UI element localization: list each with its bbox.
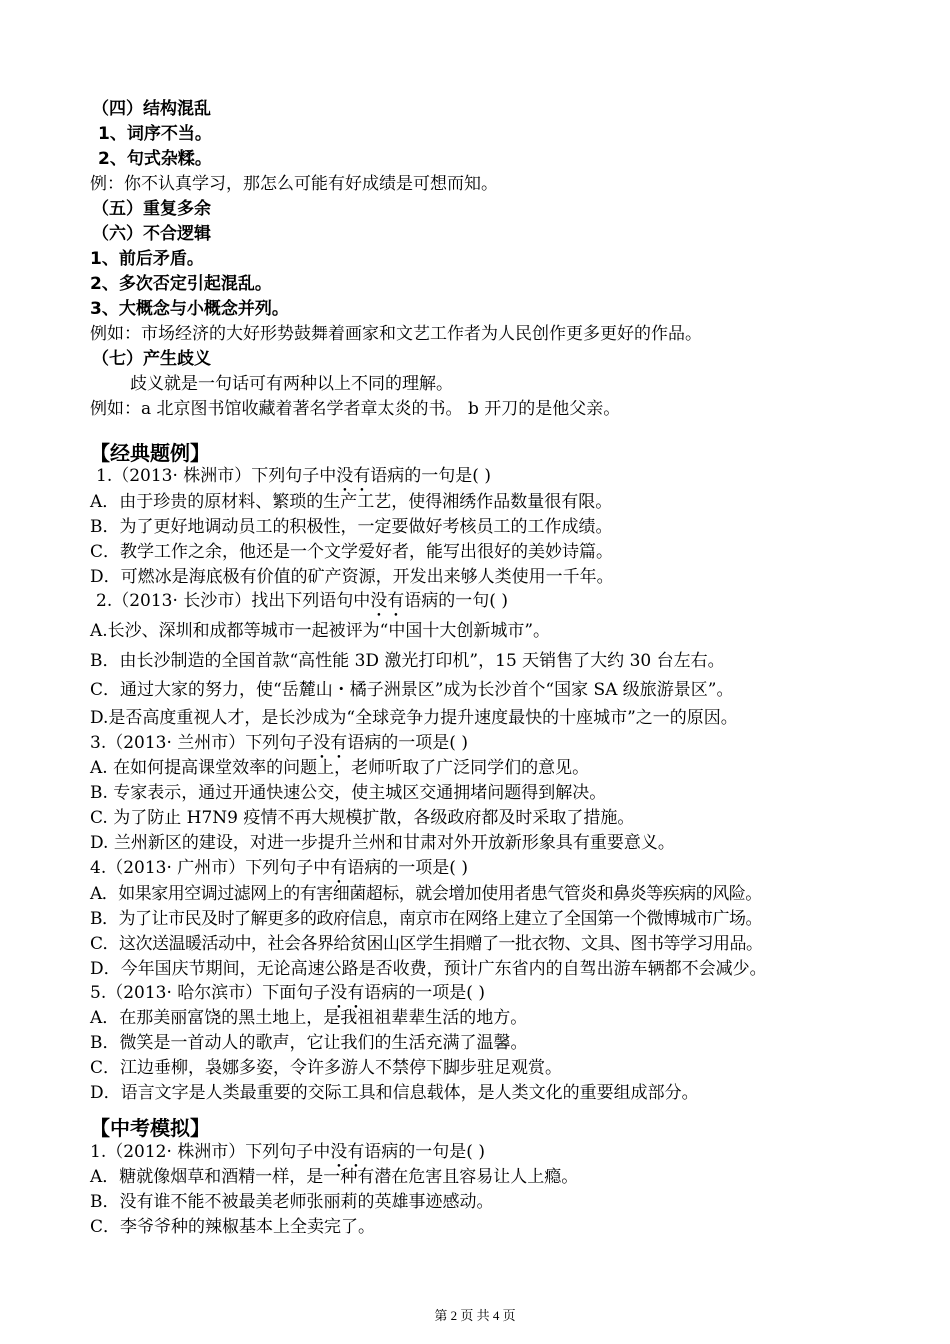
- option-b: B．微笑是一首动人的歌声，它让我们的生活充满了温馨。: [90, 1033, 528, 1053]
- question-stem: 3.（2013· 兰州市）下列句子没有语病的一项是( ): [90, 733, 468, 753]
- option-c: C．李爷爷种的辣椒基本上全卖完了。: [90, 1217, 376, 1237]
- section-title-structure: （四）结构混乱: [92, 99, 211, 119]
- page-footer: 第 2 页 共 4 页: [434, 1308, 516, 1323]
- option-d: D．语言文字是人类最重要的交际工具和信息载体，是人类文化的重要组成部分。: [90, 1083, 699, 1103]
- option-b: B．为了更好地调动员工的积极性，一定要做好考核员工的工作成绩。: [90, 517, 613, 537]
- section-title-redundancy: （五）重复多余: [92, 199, 211, 219]
- item-mixed-syntax: 2、句式杂糅。: [98, 149, 212, 169]
- item-concept-parallel: 3、大概念与小概念并列。: [90, 299, 289, 319]
- example-text: 例如：a 北京图书馆收藏着著名学者章太炎的书。 b 开刀的是他父亲。: [90, 399, 621, 419]
- option-d: D．可燃冰是海底极有价值的矿产资源，开发出来够人类使用一千年。: [90, 567, 614, 587]
- option-a: A.长沙、深圳和成都等城市一起被评为“中国十大创新城市”。: [90, 621, 551, 641]
- option-b: B．为了让市民及时了解更多的政府信息，南京市在网络上建立了全国第一个微博城市广场。: [90, 909, 762, 929]
- option-c: C．这次送温暖活动中，社会各界给贫困山区学生捐赠了一批衣物、文具、图书等学习用品。: [90, 934, 763, 954]
- option-d: D.是否高度重视人才，是长沙成为“全球竞争力提升速度最快的十座城市”之一的原因。: [90, 708, 738, 728]
- option-d: D．今年国庆节期间，无论高速公路是否收费，预计广东省内的自驾出游车辆都不会减少。: [90, 959, 767, 979]
- question-stem: 2.（2013· 长沙市）找出下列语句中没有语病的一句( ): [96, 591, 508, 611]
- item-contradiction: 1、前后矛盾。: [90, 249, 204, 269]
- section-title-ambiguity: （七）产生歧义: [92, 349, 211, 369]
- option-a: A．糖就像烟草和酒精一样，是一种有潜在危害且容易让人上瘾。: [90, 1167, 579, 1187]
- ambiguity-definition: 歧义就是一句话可有两种以上不同的理解。: [130, 374, 453, 394]
- item-word-order: 1、词序不当。: [98, 124, 212, 144]
- option-b: B．由长沙制造的全国首款“高性能 3D 激光打印机”，15 天销售了大约 30 台左右。: [90, 651, 725, 671]
- option-c: C．江边垂柳，袅娜多姿，令许多游人不禁停下脚步驻足观赏。: [90, 1058, 563, 1078]
- option-b: B. 专家表示，通过开通快速公交，使主城区交通拥堵问题得到解决。: [90, 783, 607, 803]
- question-stem: 5.（2013· 哈尔滨市）下面句子没有语病的一项是( ): [90, 983, 485, 1003]
- option-a: A．如果家用空调过滤网上的有害细菌超标，就会增加使用者患气管炎和鼻炎等疾病的风险。: [90, 884, 762, 904]
- question-stem: 1.（2012· 株洲市）下列句子中没有语病的一句是( ): [90, 1142, 485, 1162]
- option-a: A．在那美丽富饶的黑土地上，是我祖祖辈辈生活的地方。: [90, 1008, 528, 1028]
- option-c: C．教学工作之余，他还是一个文学爱好者，能写出很好的美妙诗篇。: [90, 542, 614, 562]
- option-a: A．由于珍贵的原材料、繁琐的生产工艺，使得湘绣作品数量很有限。: [90, 492, 613, 512]
- option-c: C．通过大家的努力，使“岳麓山・橘子洲景区”成为长沙首个“国家 SA 级旅游景区”。: [90, 680, 734, 700]
- option-b: B．没有谁不能不被最美老师张丽莉的英雄事迹感动。: [90, 1192, 494, 1212]
- option-d: D. 兰州新区的建设，对进一步提升兰州和甘肃对外开放新形象具有重要意义。: [90, 833, 675, 853]
- option-c: C. 为了防止 H7N9 疫情不再大规模扩散，各级政府都及时采取了措施。: [90, 808, 635, 828]
- mock-exam-heading: 【中考模拟】: [90, 1116, 210, 1140]
- question-stem: 4.（2013· 广州市）下列句子中有语病的一项是( ): [90, 858, 468, 878]
- example-text: 例：你不认真学习，那怎么可能有好成绩是可想而知。: [90, 174, 498, 194]
- classic-examples-heading: 【经典题例】: [90, 441, 210, 465]
- question-stem: 1.（2013· 株洲市）下列句子中没有语病的一句是( ): [96, 466, 491, 486]
- example-text: 例如：市场经济的大好形势鼓舞着画家和文艺工作者为人民创作更多更好的作品。: [90, 324, 702, 344]
- option-a: A. 在如何提高课堂效率的问题上，老师听取了广泛同学们的意见。: [90, 758, 590, 778]
- section-title-logic: （六）不合逻辑: [92, 224, 211, 244]
- item-multi-negation: 2、多次否定引起混乱。: [90, 274, 272, 294]
